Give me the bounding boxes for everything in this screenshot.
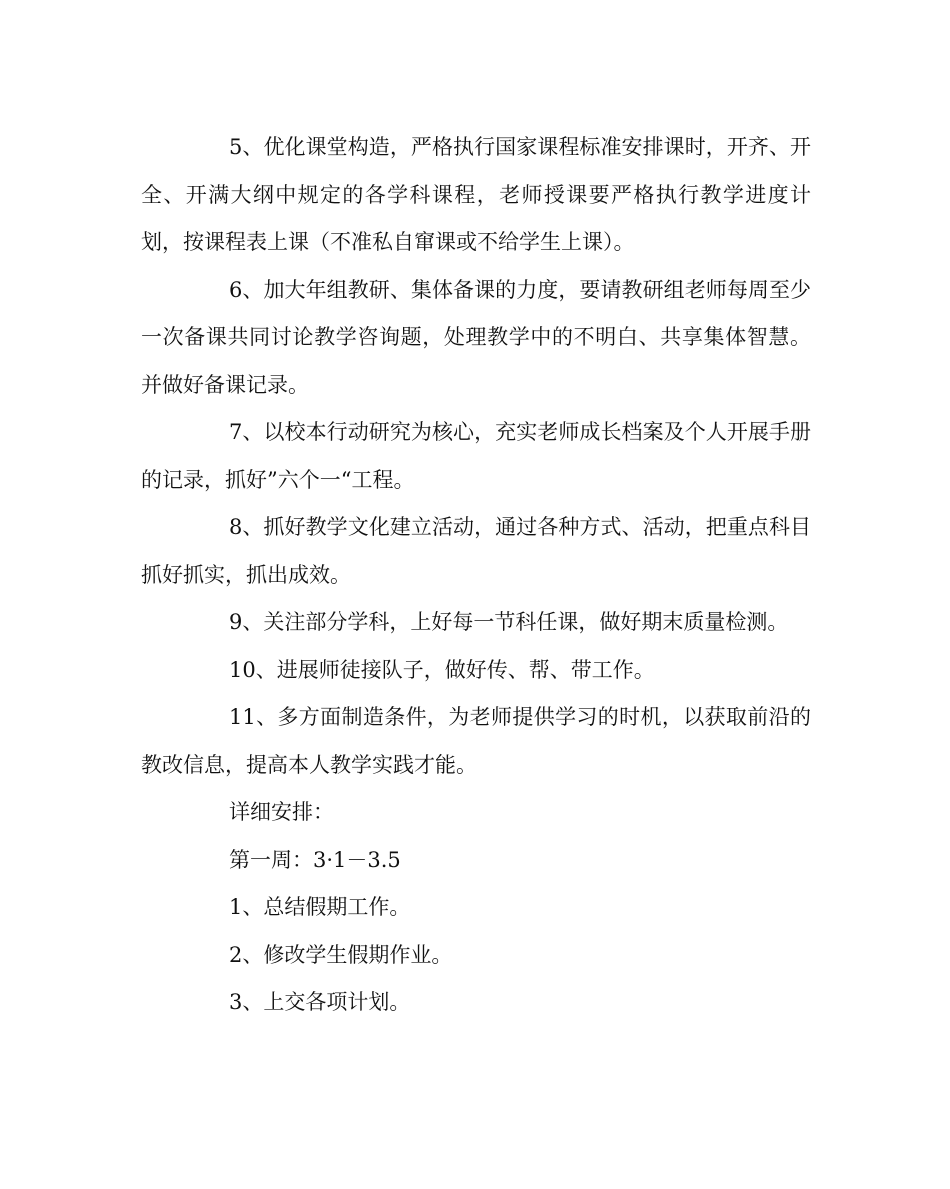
document-body — [141, 124, 811, 1027]
schedule-heading: 详细安排： — [229, 800, 334, 824]
paragraph-item-7: 7、以校本行动研究为核心，充实老师成长档案及个人开展手册的记录，抓好”六个一“工程。 — [141, 420, 811, 492]
paragraph-item-10: 10、进展师徒接队子，做好传、帮、带工作。 — [229, 657, 655, 682]
week-one-task-1: 1、总结假期工作。 — [229, 895, 411, 919]
paragraph-item-5: 5、优化课堂构造，严格执行国家课程标准安排课时，开齐、开全、开满大纲中规定的各学科课程，老师授课要严格执行教学进度计划，按课程表上课（不准私自窜课或不给学生上课）。 — [141, 135, 811, 254]
week-one-heading: 第一周：3·1－3.5 — [229, 847, 401, 872]
paragraph-item-9: 9、关注部分学科，上好每一节科任课，做好期末质量检测。 — [229, 610, 789, 634]
paragraph-item-6: 6、加大年组教研、集体备课的力度，要请教研组老师每周至少一次备课共同讨论教学咨询题，处理教学中的不明白、共享集体智慧。并做好备课记录。 — [141, 277, 811, 397]
paragraph-item-11: 11、多方面制造条件，为老师提供学习的时机，以获取前沿的教改信息，提高本人教学实践才能。 — [141, 705, 811, 777]
week-one-task-2: 2、修改学生假期作业。 — [229, 942, 453, 967]
week-one-task-3: 3、上交各项计划。 — [229, 990, 411, 1014]
paragraph-item-8: 8、抓好教学文化建立活动，通过各种方式、活动，把重点科目抓好抓实，抓出成效。 — [141, 515, 811, 587]
